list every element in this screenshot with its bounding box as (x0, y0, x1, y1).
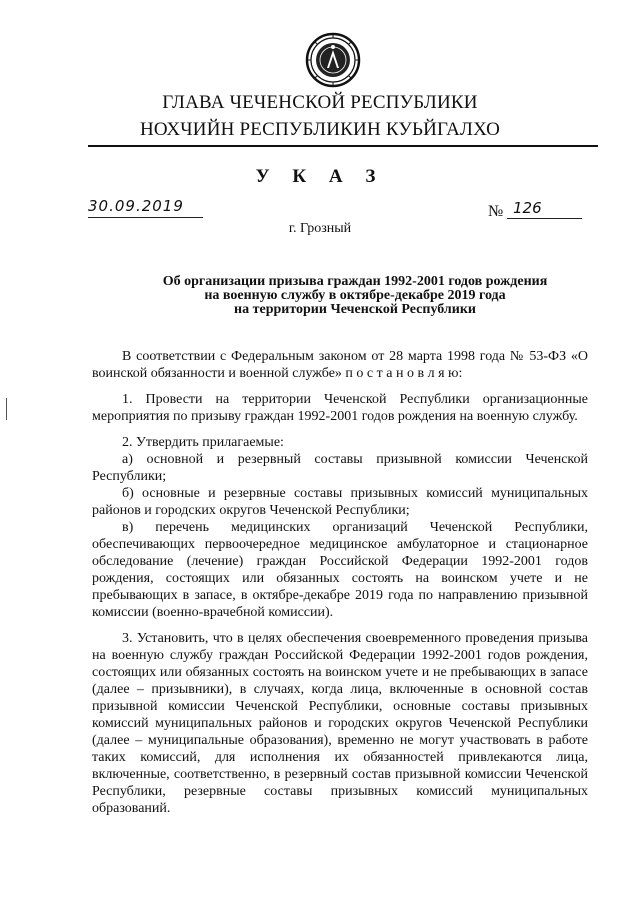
document-title-line: на военную службу в октябре-декабре 2019 года (204, 288, 506, 303)
document-title-line: Об организации призыва граждан 1992-2001 годов рождения (162, 274, 548, 289)
decree-label: У К А З (255, 166, 385, 187)
paragraph-2a: а) основной и резервный составы призывной комиссии Чеченской Республики; (92, 452, 588, 484)
document-body (92, 348, 588, 826)
document-title-line: на территории Чеченской Республики (234, 302, 476, 317)
paragraph-3: 3. Установить, что в целях обеспечения своевременного проведения призыва на военную службу граждан Российской Федерации 1992-2001 годов рождения, состоящих или обязанных состоять на воинском учете и не пребывающих в запасе (далее – призывники), в случаях, когда лица, включенные в основной состав призывной комиссии Чеченской Республики, основные составы призывных комиссий муниципальных районов и городских округов Чеченской Республики (далее – муниципальные образования), временно не могут участвовать в работе таких комиссий, для исполнения их обязанностей привлекаются лица, включенные, соответственно, в резервный состав призывной комиссии Чеченской Республики, резервные составы призывных комиссий муниципальных образований. (92, 631, 588, 816)
paragraph-2b: б) основные и резервные составы призывных комиссий муниципальных районов и городских округов Чеченской Республики; (92, 486, 588, 518)
coat-of-arms-icon (305, 32, 361, 88)
decree-number-prefix: № (488, 203, 504, 220)
document-title (140, 275, 570, 317)
decree-date: 30.09.2019 (88, 197, 203, 218)
paragraph-1: 1. Провести на территории Чеченской Республики организационные мероприятия по призыву граждан 1992-2001 годов рождения на военную службу. (92, 392, 588, 424)
paragraph-2: 2. Утвердить прилагаемые: (122, 435, 284, 450)
header-divider (88, 145, 598, 147)
paragraph-2c: в) перечень медицинских организаций Чеченской Республики, обеспечивающих первоочередное медицинское амбулаторное и стационарное обследование (лечение) граждан Российской Федерации 1992-2001 годов рождения, состоящих или обязанных состоять на воинском учете и не пребывающих в запасе, в октябре-декабре 2019 года по направлению призывной комиссии (военно-врачебной комиссии). (92, 520, 588, 620)
intro-paragraph: В соответствии с Федеральным законом от 28 марта 1998 года № 53-ФЗ «О воинской обязанности и военной службе» п о с т а н о в л я ю: (92, 349, 588, 381)
decree-city: г. Грозный (288, 221, 352, 236)
header-title-ru: ГЛАВА ЧЕЧЕНСКОЙ РЕСПУБЛИКИ (162, 92, 478, 113)
decree-number: 126 (507, 199, 582, 219)
header-title-ce: НОХЧИЙН РЕСПУБЛИКИН КУЬЙГАЛХО (139, 119, 501, 140)
scan-margin-mark (6, 398, 7, 420)
